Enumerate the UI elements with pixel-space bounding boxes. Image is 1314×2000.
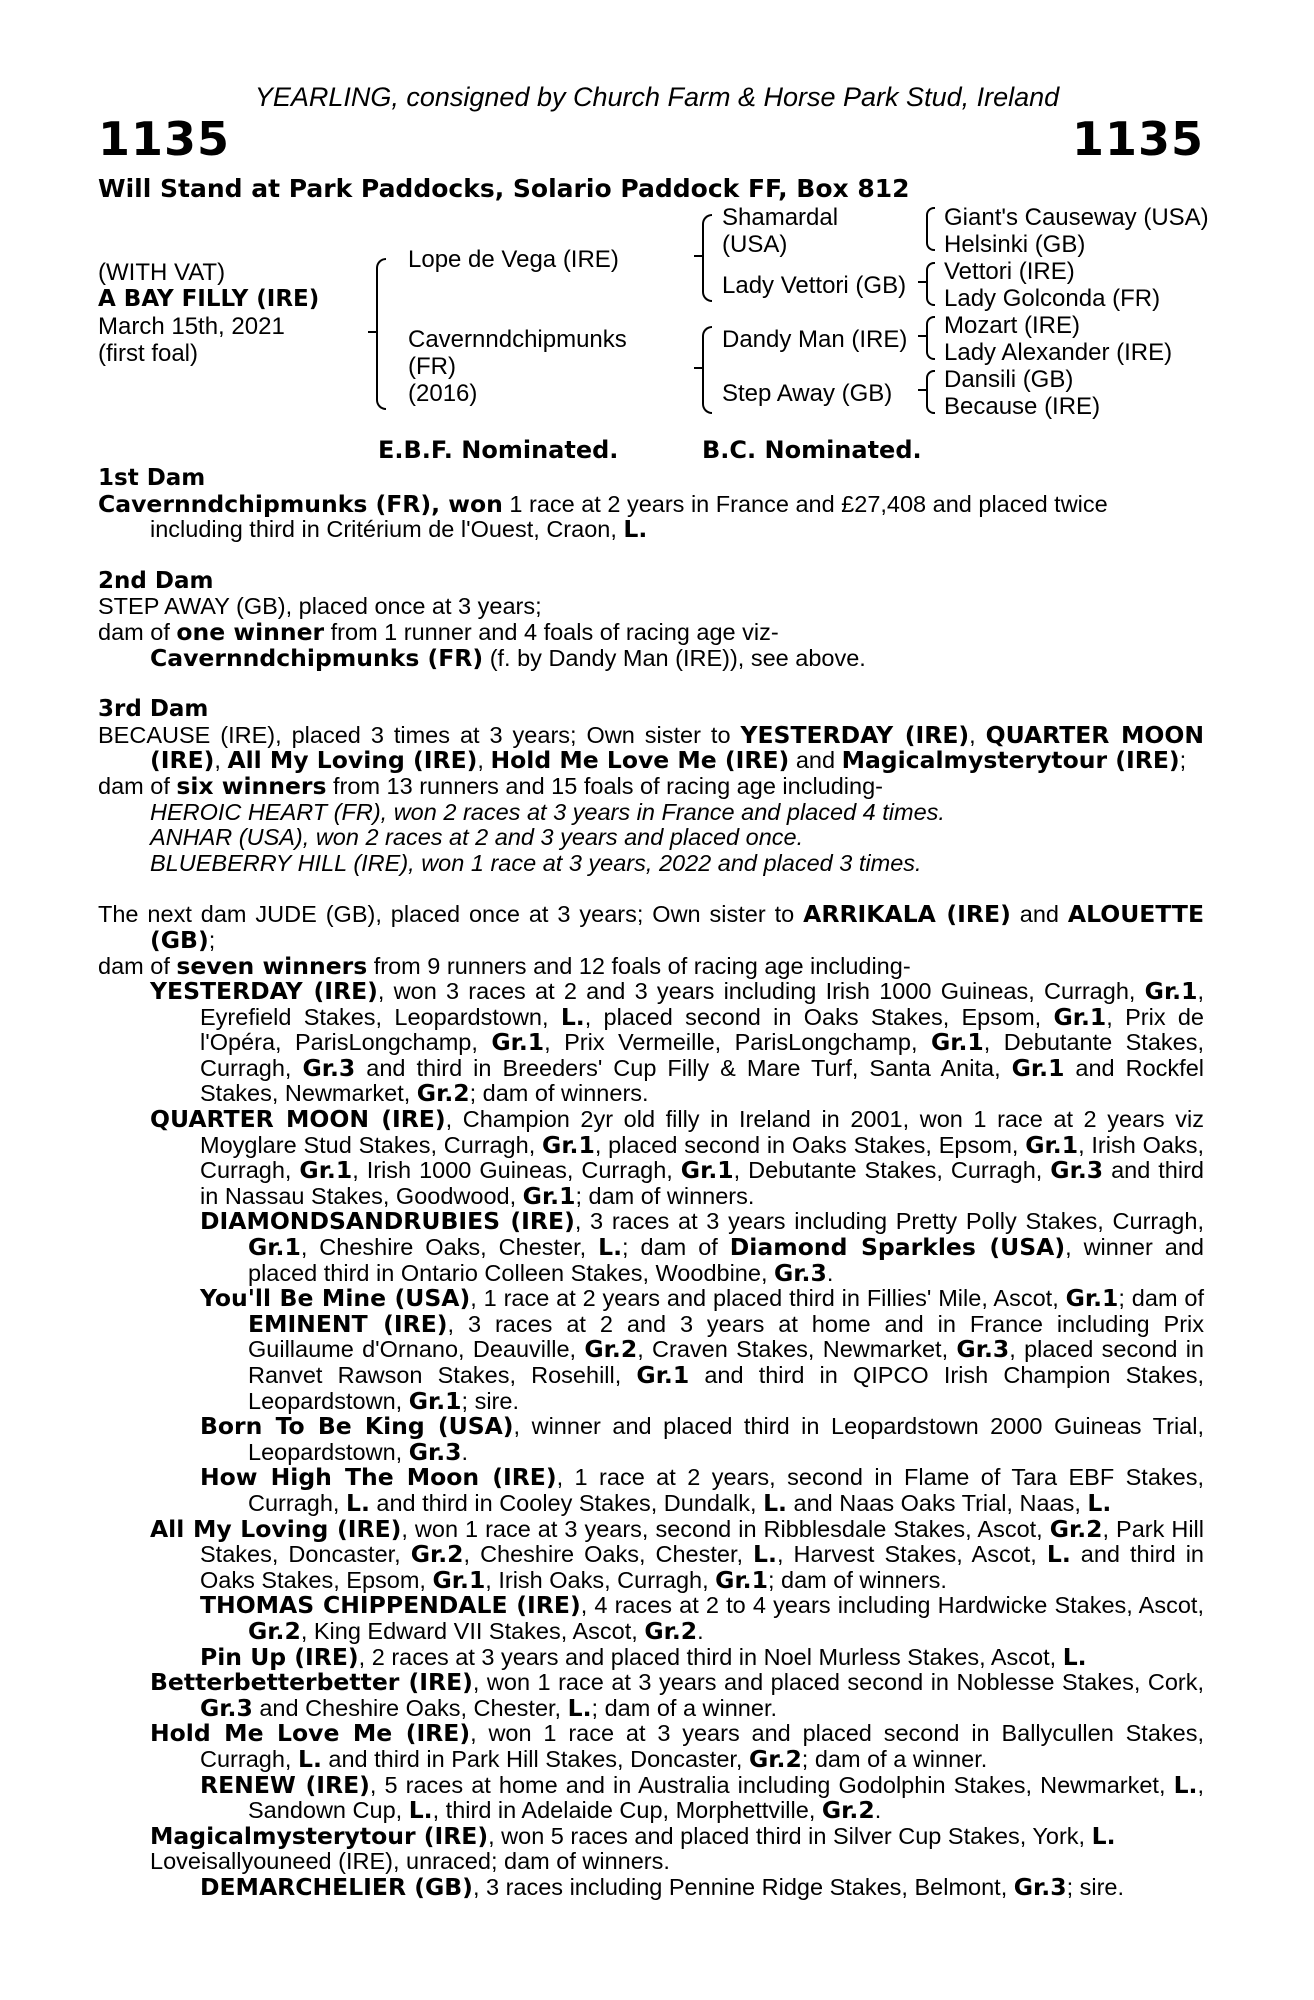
third-dam-winners: six winners [176, 771, 327, 800]
next-dam-intro: The next dam JUDE (GB), placed once at 3 years; Own sister to ARRIKALA (IRE) and ALOUETTE (GB); [98, 900, 1204, 954]
entry-text: , won 1 race at 3 years, second in Ribblesdale Stakes, Ascot, Gr.2, Park Hill Stakes, Doncaster, Gr.2, Cheshire Oaks, Chester, L., Harvest Stakes, Ascot, L. and third in Oaks Stakes, Epsom, Gr.1, Irish Oaks, Curragh, Gr.1; dam of winners. [200, 1514, 1204, 1594]
pedigree-brace-6 [926, 316, 935, 360]
third-dam-of: dam of [98, 772, 170, 799]
entry-name: Born To Be King (USA) [200, 1412, 514, 1441]
next-dam-of: dam of [98, 952, 170, 979]
dam-name-line3: (2016) [408, 380, 478, 407]
second-dam-of: dam of [98, 618, 170, 645]
entry-name: Loveisallyouneed (IRE) [150, 1848, 393, 1875]
entry-text: , 2 races at 3 years and placed third in Noel Murless Stakes, Ascot, L. [358, 1642, 1087, 1671]
pedigree-brace-3 [702, 326, 712, 414]
entry-quarter-moon [98, 1107, 1204, 1209]
pedigree-brace-7-point [918, 389, 926, 391]
ggs-1: Giant's Causeway (USA) [944, 204, 1209, 231]
second-dam-line2 [98, 617, 1204, 646]
family-notes [98, 466, 1204, 1900]
consignment-line: YEARLING, consigned by Church Farm & Horse Park Stud, Ireland [254, 82, 1060, 112]
second-dam-runners: from 1 runner and 4 foals of racing age viz- [330, 618, 779, 645]
entry-name: Hold Me Love Me (IRE) [150, 1719, 471, 1748]
entry-text: , 1 race at 2 years, second in Flame of Tara EBF Stakes, Curragh, L. and third in Cooley Stakes, Dundalk, L. and Naas Oaks Trial, Naas, L. [248, 1464, 1204, 1517]
entry-renew [98, 1770, 1204, 1825]
pedigree-brace-5 [926, 262, 935, 306]
dam-sire: Dandy Man (IRE) [722, 326, 908, 353]
third-dam-sibling-5: Magicalmysterytour (IRE) [841, 746, 1180, 775]
entry-text: , 4 races at 2 to 4 years including Hardwicke Stakes, Ascot, Gr.2, King Edward VII Stakes, Ascot, Gr.2. [248, 1592, 1204, 1645]
entry-text: , won 3 races at 2 and 3 years including Irish 1000 Guineas, Curragh, Gr.1, Eyrefield Stakes, Leopardstown, L., placed second in Oaks Stakes, Epsom, Gr.1, Prix de l'Opéra, ParisLongchamp, Gr.1, Prix Vermeille, ParisLongchamp, Gr.1, Debutante Stakes, Curragh, Gr.3 and third in Breeders' Cup Filly & Mare Turf, Santa Anita, Gr.1 and Rockfel Stakes, Newmarket, Gr.2; dam of winners. [200, 977, 1204, 1108]
entry-yesterday [98, 979, 1204, 1107]
sire-name: Lope de Vega (IRE) [408, 246, 619, 273]
pedigree-brace-5-point [918, 281, 926, 283]
sire-sire-line1: Shamardal [722, 204, 839, 231]
entry-born-to-be-king [98, 1414, 1204, 1465]
third-dam-runner-3: BLUEBERRY HILL (IRE), won 1 race at 3 years, 2022 and placed 3 times. [150, 849, 922, 876]
pedigree-brace-3-point [694, 367, 702, 369]
pedigree-brace-2-point [694, 255, 702, 257]
ggs-5: Mozart (IRE) [944, 312, 1081, 339]
ggs-8: Because (IRE) [944, 393, 1101, 420]
entry-name: Betterbetterbetter (IRE) [150, 1668, 473, 1697]
sire-sire-line2: (USA) [722, 231, 788, 258]
entry-text: , 5 races at home and in Australia including Godolphin Stakes, Newmarket, L., Sandown Cup, L., third in Adelaide Cup, Morphettville, Gr.2. [248, 1770, 1204, 1825]
first-dam-grade: L. [623, 515, 648, 544]
ggs-2: Helsinki (GB) [944, 231, 1086, 258]
first-dam-text: 1 race at 2 years in France and £27,408 and placed twice including third in Critérium de l'Ouest, Craon, [150, 490, 1108, 543]
second-dam-line1: STEP AWAY (GB), placed once at 3 years; [98, 593, 542, 620]
next-dam-sibling-2: ALOUETTE (GB) [150, 900, 1204, 954]
entry-demarchelier [98, 1872, 1204, 1901]
third-dam-runners: from 13 runners and 15 foals of racing age including- [333, 772, 883, 799]
pedigree-brace-6-point [918, 335, 926, 337]
second-dam-foal [98, 643, 1204, 672]
dam-dam: Step Away (GB) [722, 380, 893, 407]
entry-name: You'll Be Mine (USA) [200, 1284, 471, 1313]
subject-dob: March 15th, 2021 [98, 313, 285, 340]
lot-number-right: 1135 [1071, 112, 1204, 166]
second-dam-winners: one winner [176, 617, 325, 646]
subject-name: A BAY FILLY (IRE) [98, 286, 320, 312]
entry-text: , unraced; dam of winners. [392, 1848, 670, 1875]
next-dam-sibling-1: ARRIKALA (IRE) [803, 900, 1011, 929]
entry-text: , won 1 race at 3 years and placed second in Noblesse Stakes, Cork, Gr.3 and Cheshire Oaks, Chester, L.; dam of a winner. [200, 1669, 1204, 1722]
third-dam-sibling-1: YESTERDAY (IRE) [740, 720, 970, 749]
entry-text: , 1 race at 2 years and placed third in Fillies' Mile, Ascot, Gr.1; dam of EMINENT (IRE), 3 races at 2 and 3 years at home and in France including Prix Guillaume d'Ornano, Deauville, Gr.2, Craven Stakes, Newmarket, Gr.3, placed second in Ranvet Rawson Stakes, Rosehill, Gr.1 and third in QIPCO Irish Champion Stakes, Leopardstown, Gr.1; sire. [248, 1284, 1205, 1415]
pedigree-brace-4 [926, 207, 935, 251]
ggs-3: Vettori (IRE) [944, 258, 1075, 285]
entry-pin-up [98, 1642, 1204, 1671]
third-dam-produce [98, 771, 1204, 800]
lot-number-left: 1135 [98, 112, 231, 166]
third-dam-sibling-2: QUARTER MOON (IRE) [150, 720, 1204, 775]
entry-name: How High The Moon (IRE) [200, 1463, 557, 1492]
third-dam-sibling-4: Hold Me Love Me (IRE) [490, 746, 790, 775]
entry-name: Magicalmysterytour (IRE) [150, 1821, 489, 1850]
third-dam-and: and [795, 747, 836, 774]
second-dam-foal-name: Cavernndchipmunks (FR) [150, 643, 484, 672]
entry-name: THOMAS CHIPPENDALE (IRE) [200, 1591, 581, 1620]
entry-name: YESTERDAY (IRE) [150, 977, 378, 1006]
entry-text: , Champion 2yr old filly in Ireland in 2001, won 1 race at 2 years viz Moyglare Stud Stakes, Curragh, Gr.1, placed second in Oaks Stakes, Epsom, Gr.1, Irish Oaks, Curragh, Gr.1, Irish 1000 Guineas, Curragh, Gr.1, Debutante Stakes, Curragh, Gr.3 and third in Nassau Stakes, Goodwood, Gr.1; dam of winners. [200, 1106, 1204, 1210]
third-dam-runner-1: HEROIC HEART (FR), won 2 races at 3 years in France and placed 4 times. [150, 798, 945, 825]
entry-diamondsandrubies [98, 1209, 1204, 1286]
entry-youll-be-mine [98, 1286, 1204, 1414]
entry-name: All My Loving (IRE) [150, 1514, 402, 1543]
first-dam-won: won [448, 489, 503, 518]
next-dam-produce [98, 951, 1204, 980]
entry-all-my-loving [98, 1514, 1204, 1594]
entry-how-high-the-moon [98, 1465, 1204, 1516]
sire-dam: Lady Vettori (GB) [722, 272, 907, 299]
pedigree-brace-1-point [368, 331, 376, 333]
entry-name: QUARTER MOON (IRE) [150, 1105, 446, 1134]
next-dam-and: and [1019, 901, 1059, 928]
ebf-nominated: E.B.F. Nominated. [378, 436, 619, 464]
entry-name: DIAMONDSANDRUBIES (IRE) [200, 1207, 575, 1236]
ggs-7: Dansili (GB) [944, 366, 1074, 393]
third-dam-runner-2: ANHAR (USA), won 2 races at 2 and 3 years and placed once. [150, 824, 804, 851]
first-dam-entry: Cavernndchipmunks (FR), won 1 race at 2 years in France and £27,408 and placed twice including third in Critérium de l'Ouest, Craon, L. [98, 489, 1108, 544]
dam-name-line2: (FR) [408, 353, 456, 380]
third-dam-intro: BECAUSE (IRE), placed 3 times at 3 years; Own sister to YESTERDAY (IRE), QUARTER MOON (IRE), All My Loving (IRE), Hold Me Love Me (IRE) and Magicalmysterytour (IRE); [98, 720, 1204, 775]
entry-text: , won 5 races and placed third in Silver Cup Stakes, York, L. [488, 1821, 1116, 1850]
entry-name: Pin Up (IRE) [200, 1642, 359, 1671]
second-dam-heading: 2nd Dam [98, 567, 214, 594]
entry-name: RENEW (IRE) [200, 1770, 370, 1799]
next-dam-intro-text: The next dam JUDE (GB), placed once at 3 years; Own sister to [98, 901, 795, 928]
pedigree-brace-2 [702, 214, 712, 302]
entry-text: , winner and placed third in Leopardstown 2000 Guineas Trial, Leopardstown, Gr.3. [248, 1413, 1204, 1466]
next-dam-winners: seven winners [176, 951, 368, 980]
ggs-6: Lady Alexander (IRE) [944, 339, 1173, 366]
pedigree-brace-1 [376, 258, 386, 410]
entry-text: , 3 races at 3 years including Pretty Polly Stakes, Curragh, Gr.1, Cheshire Oaks, Chester, L.; dam of Diamond Sparkles (USA), winner and placed third in Ontario Colleen Stakes, Woodbine, Gr.3. [248, 1208, 1204, 1287]
bc-nominated: B.C. Nominated. [702, 436, 922, 464]
entry-magicalmysterytour [98, 1821, 1204, 1850]
dam-name-line1: Cavernndchipmunks [408, 326, 627, 353]
next-dam-runners: from 9 runners and 12 foals of racing age including- [373, 952, 911, 979]
subject-note: (first foal) [98, 340, 199, 367]
second-dam-foal-text: (f. by Dandy Man (IRE)), see above. [489, 644, 866, 671]
entry-thomas-chippendale [98, 1593, 1204, 1644]
stand-location: Will Stand at Park Paddocks, Solario Paddock FF, Box 812 [98, 174, 910, 203]
first-dam-name: Cavernndchipmunks (FR) [98, 489, 432, 518]
entry-betterbetterbetter [98, 1670, 1204, 1721]
third-dam-sibling-3: All My Loving (IRE) [227, 746, 478, 775]
third-dam-intro-text: BECAUSE (IRE), placed 3 times at 3 years; Own sister to [98, 721, 731, 748]
entry-text: , won 1 race at 3 years and placed second in Ballycullen Stakes, Curragh, L. and third in Park Hill Stakes, Doncaster, Gr.2; dam of a winner. [200, 1720, 1205, 1773]
ggs-4: Lady Golconda (FR) [944, 285, 1161, 312]
entry-name: DEMARCHELIER (GB) [200, 1872, 473, 1901]
entry-hold-me-love-me [98, 1721, 1204, 1772]
first-dam-heading: 1st Dam [98, 465, 206, 491]
entry-loveisallyouneed [98, 1849, 1204, 1875]
vat-note: (WITH VAT) [98, 259, 226, 286]
third-dam-heading: 3rd Dam [98, 696, 209, 723]
pedigree-brace-7 [926, 370, 935, 414]
entry-text: , 3 races including Pennine Ridge Stakes, Belmont, Gr.3; sire. [472, 1872, 1125, 1901]
